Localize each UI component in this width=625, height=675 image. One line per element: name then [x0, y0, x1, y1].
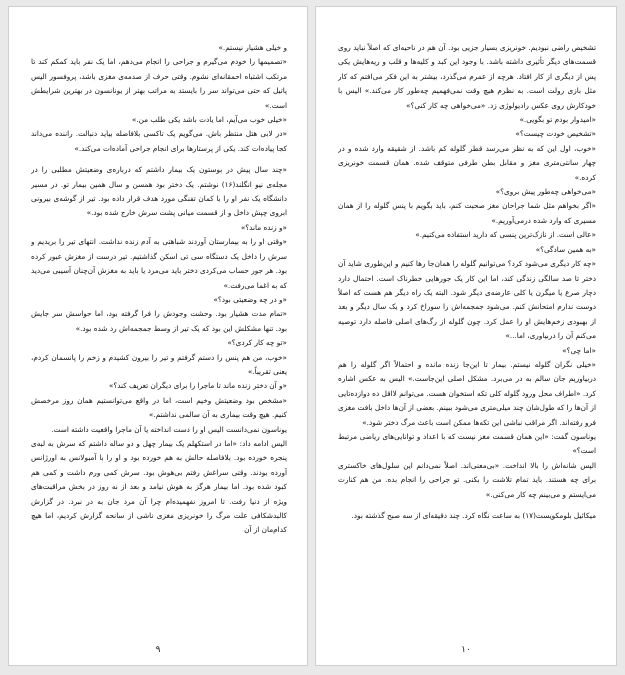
paragraph: «تشخیص خودت چیست؟»	[515, 129, 596, 139]
paragraph: «تمام مدت هشیار بود. وحشت وجودش را فرا گرفته بود، اما حواسش سر جایش بود. تنها مشکلش این بود که یک تیر از وسط جمجمه‌اش رد شده بود.»	[31, 309, 287, 333]
paragraph: «و زنده ماند؟»	[240, 222, 287, 232]
paragraph: «و در چه وضعیتی بود؟»	[213, 294, 287, 304]
right-page-content	[338, 41, 596, 631]
left-page	[8, 6, 308, 666]
paragraph: «در لابی هتل منتظر باش. می‌گویم یک تاکسی بلافاصله بیاید دنبالت. راننده می‌داند کجا پیاده‌ات کند. یکی از پرستارها برای انجام جراحی آماده‌ات می‌کند.»	[31, 129, 287, 153]
paragraph: «و آن دختر زنده ماند تا ماجرا را برای دیگران تعریف کند؟»	[108, 381, 287, 391]
paragraph: تشخیص راضی نبودیم. خونریزی بسیار جزیی بود. آن هم در ناحیه‌ای که اصلاً نباید روی قسمت‌های دیگر تأثیری داشته باشد. با وجود این کبد و کلیه‌ها و قلب و ریه‌هایش یکی پس از دیگری از کار افتاد. هرچه از عمرم می‌گذرد، بیشتر به این فکر می‌افتم که کار مثل بازی رولت است. به نظرم هیچ وقت نمی‌فهمیم چه‌طور کار می‌کند.» الیس با خودکارش روی عکس رادیولوژی زد. «می‌خواهی چه کار کنی؟»	[338, 43, 596, 110]
paragraph: «وقتی او را به بیمارستان آوردند شباهتی به آدم زنده نداشت. انتهای تیر را بریدیم و سرش را داخل یک دستگاه سی تی اسکن گذاشتیم. تیر درست از مغزش عبور کرده بود. هر جور حساب می‌کردی دختر باید می‌مرد یا باید به مغزش آن‌چنان آسیبی می‌دید که به اغما می‌رفت.»	[31, 237, 287, 290]
paragraph: و خیلی هشیار نیستم.»	[218, 43, 287, 52]
paragraph: «خوب، اول این که به نظر می‌رسد قطر گلوله کم باشد. از شقیقه وارد شده و در چهار سانتی‌متری مغز و مقابل بطن طرفی متوقف شده. همان قسمت خونریزی کرده.»	[338, 143, 596, 182]
paragraph: «تو چه کار کردی؟»	[227, 338, 287, 348]
paragraph: «چه کار دیگری می‌شود کرد؟ می‌توانیم گلوله را همان‌جا رها کنیم و این‌طوری شاید آن دختر تا صد سالگی زندگی کند، اما این کار یک جورهایی خطرناک است. احتمال دارد دچار صرع یا میگرن یا کلی عارضه‌ی دیگر شود. البته یک راه دیگر هم هست که اصلاً دوست ندارم امتحانش کنم. می‌شود جمجمه‌اش را سوراخ کرد و یک سال دیگر و بعد از بهبودی زخم‌هایش او را عمل کرد. چون گلوله از رگ‌های اصلی فاصله دارد توصیه می‌کنم آن را دربیاوری، اما...»	[338, 259, 596, 341]
paragraph: «اما چی؟»	[562, 345, 596, 355]
paragraph: الیس شانه‌اش را بالا انداخت. «بی‌معنی‌اند. اصلاً نمی‌دانم این سلول‌های خاکستری برای چه هستند. باید تمام تلاشت را بکنی. تو جراحی را انجام بده. من هم کنارت می‌ایستم و می‌بینم چه کار می‌کنی.»	[338, 460, 596, 499]
page-number-left: ۹	[155, 645, 161, 655]
paragraph: میکائیل بلومکویست(۱۷) به ساعت نگاه کرد. چند دقیقه‌ای از سه صبح گذشته بود.	[351, 511, 596, 520]
paragraph: «اگر بخواهم مثل شما جراحان مغز صحبت کنم، باید بگویم با پنس گلوله را از همان مسیری که وارد شده درمی‌آوریم.»	[338, 201, 596, 225]
paragraph: «چند سال پیش در بوستون یک بیمار داشتم که درباره‌ی وضعیتش مطلبی را در مجله‌ی نیو انگلند(۱۶) نوشتم. یک دختر بود همسن و سال همین بیمار تو. در مسیر دانشگاه یک نفر او را با کمان تفنگی مورد هدف قرار داده بود. تیر از گوشه‌ی بیرونی ابروی چپش داخل و از قسمت میانی پشت سرش خارج شده بود.»	[31, 165, 287, 218]
paragraph: «می‌خواهی چه‌طور پیش بروی؟»	[495, 187, 596, 197]
paragraph: یوناسون نمی‌دانست الیس او را دست انداخته یا آن ماجرا واقعیت داشته است.	[51, 424, 287, 434]
paragraph: الیس ادامه داد: «اما در استکهلم یک بیمار چهل و دو ساله داشتم که سرش به لبه‌ی پنجره خورده بود. بلافاصله حالش به هم خورده بود و او را با آمبولانس به اورژانس آورده بودند. وقتی سراغش رفتم بی‌هوش بود. سرش کمی ورم داشت و کمی هم کبود شده بود. اما بیمار هرگز به هوش نیامد و بعد از نه روز در بخش مراقبت‌های ویژه از دنیا رفت. تا امروز نفهمیده‌ام چرا آن مرد جان به در نبرد. در گزارش کالبدشکافی علت مرگ را خونریزی مغزی ناشی از سانحه گزارش کردیم، اما هیچ کدام‌مان از آن	[31, 438, 287, 535]
paragraph: «به همین سادگی؟»	[535, 244, 596, 254]
left-page-content	[31, 41, 287, 631]
paragraph: «خیلی خوب می‌آیم، اما یادت باشد یکی طلب من.»	[131, 115, 287, 125]
paragraph: «تصمیمها را خودم می‌گیرم و جراحی را انجام می‌دهم، اما یک نفر باید کمکم کند تا مرتکب اشتباه احمقانه‌ای نشوم. وقتی حرف از صدمه‌ی مغزی باشد، پروفسور الیس پاتیل که حتی می‌تواند سر را بایستد به مراتب بهتر از یونانسون در بهترین شرایطش است.»	[31, 57, 287, 110]
paragraph: «خیلی نگران گلوله نیستم. بیمار تا این‌جا زنده مانده و احتمالاً اگر گلوله را هم دربیاوریم جان سالم به در می‌برد. مشکل اصلی این‌جاست.» الیس به عکس اشاره کرد. «اطراف محل ورود گلوله کلی تکه استخوان هست. می‌توانم لااقل ده دوازده‌تایی از آن‌ها را که طول‌شان چند میلی‌متری می‌شود ببینم. بعضی از آن‌ها داخل بافت مغزی فرو رفته‌اند. اگر مراقب نباشی این تکه‌ها ممکن است باعث مرگ دختر شود.»	[338, 359, 596, 427]
paragraph: «خوب، من هم پنس را دستم گرفتم و تیر را بیرون کشیدم و زخم را پانسمان کردم، یعنی تقریباً.»	[31, 352, 287, 376]
paragraph: «عالی است. از نازک‌ترین پنسی که دارید استفاده می‌کنیم.»	[415, 230, 596, 240]
paragraph: «امیدوار بودم تو بگویی.»	[519, 115, 596, 125]
page-number-right: ۱۰	[461, 645, 471, 655]
right-page	[315, 6, 617, 666]
paragraph: یوناسون گفت: «این همان قسمت مغز نیست که با اعداد و توانایی‌های ریاضی مرتبط است؟»	[338, 431, 596, 456]
paragraph: «مشخص بود وضعیتش وخیم است، اما در واقع می‌توانستیم همان روز مرخصش کنیم. هیچ وقت بیماری به آن سالمی نداشتم.»	[31, 395, 287, 420]
